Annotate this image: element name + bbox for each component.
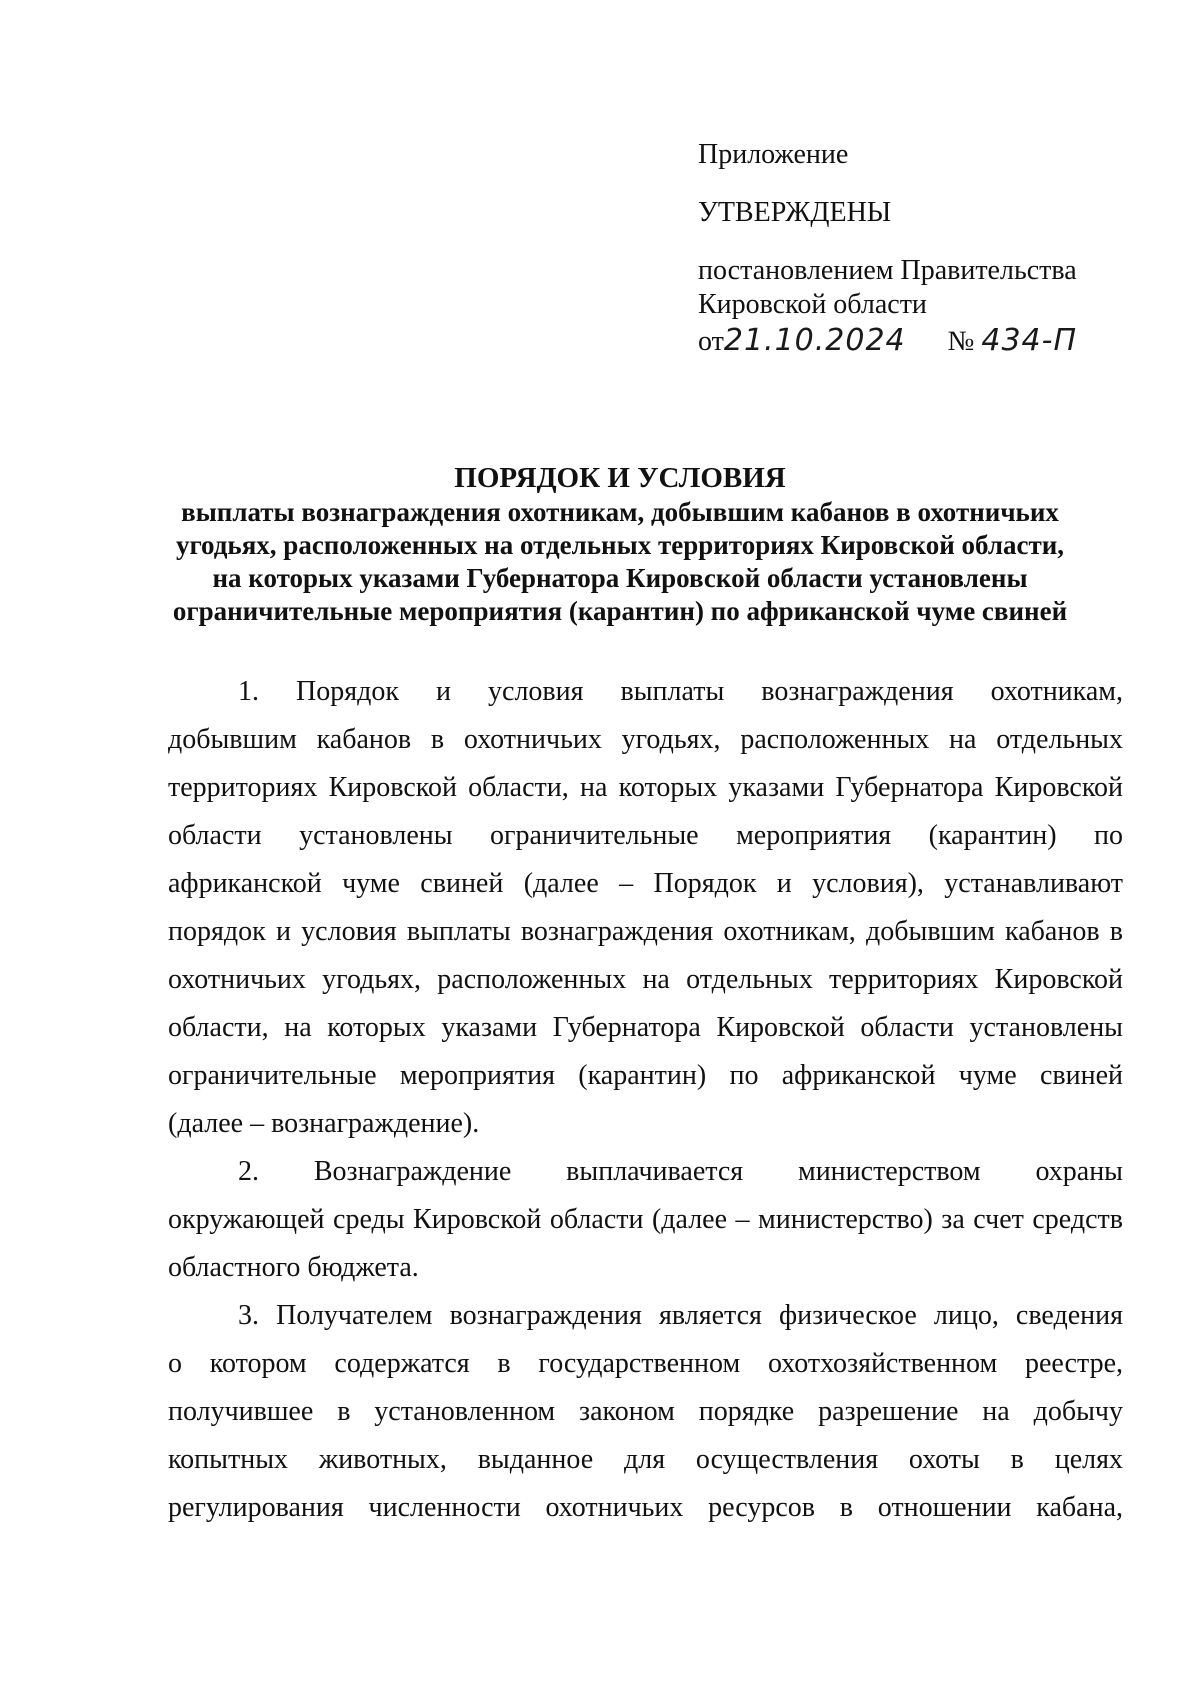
text-line: копытных животных, выданное для осуществления охоты в целях (168, 1444, 1123, 1475)
title-sub-line: на которых указами Губернатора Кировской области установлены (212, 563, 1028, 593)
text-line: о котором содержатся в государственном охотхозяйственном реестре, (168, 1348, 1123, 1379)
text-line: порядок и условия выплаты вознаграждения охотникам, добывшим кабанов в (168, 916, 1123, 947)
paragraph-3 (168, 1292, 1123, 1532)
title-main: ПОРЯДОК И УСЛОВИЯ (454, 462, 786, 494)
appendix-label: Приложение (698, 139, 849, 170)
title-sub-line: угодьях, расположенных на отдельных территориях Кировской области, (175, 530, 1065, 560)
date-prefix: от (698, 326, 724, 357)
number-prefix: № (947, 326, 975, 357)
text-line: 2. Вознаграждение выплачивается министерством охраны (238, 1156, 1123, 1187)
approved-heading: УТВЕРЖДЕНЫ (698, 197, 892, 228)
text-line: охотничьих угодьях, расположенных на отдельных территориях Кировской (168, 964, 1123, 995)
decree-line-2: Кировской области (698, 289, 927, 320)
text-line: областного бюджета. (168, 1252, 419, 1283)
approval-block (698, 138, 1138, 361)
text-line: ограничительные мероприятия (карантин) по африканской чуме свиней (168, 1060, 1123, 1091)
text-line: 3. Получателем вознаграждения является физическое лицо, сведения (238, 1300, 1123, 1331)
text-line: области, на которых указами Губернатора Кировской области установлены (168, 1012, 1123, 1043)
paragraph-1 (168, 668, 1123, 1148)
text-line: 1. Порядок и условия выплаты вознаграждения охотникам, (238, 676, 1123, 707)
decree-line-1: постановлением Правительства (698, 255, 1077, 286)
handwritten-date: 21.10.2024 (723, 323, 906, 358)
text-line: окружающей среды Кировской области (далее – министерство) за счет средств (168, 1204, 1123, 1235)
text-line: получившее в установленном законом порядке разрешение на добычу (168, 1396, 1123, 1427)
text-line: (далее – вознаграждение). (168, 1108, 480, 1139)
document-body (168, 668, 1123, 1532)
text-line: регулирования численности охотничьих ресурсов в отношении кабана, (168, 1492, 1123, 1523)
text-line: территориях Кировской области, на которых указами Губернатора Кировской (168, 772, 1123, 803)
decree-date-number (698, 322, 1138, 361)
text-line: африканской чуме свиней (далее – Порядок и условия), устанавливают (168, 868, 1123, 899)
text-line: области установлены ограничительные мероприятия (карантин) по (168, 820, 1123, 851)
title-sub-line: ограничительные мероприятия (карантин) по африканской чуме свиней (172, 596, 1068, 626)
document-title (120, 460, 1120, 628)
text-line: добывшим кабанов в охотничьих угодьях, расположенных на отдельных (168, 724, 1123, 755)
paragraph-2 (168, 1148, 1123, 1292)
title-sub-line: выплаты вознаграждения охотникам, добывшим кабанов в охотничьих (181, 497, 1059, 527)
handwritten-number: 434-П (981, 323, 1078, 358)
